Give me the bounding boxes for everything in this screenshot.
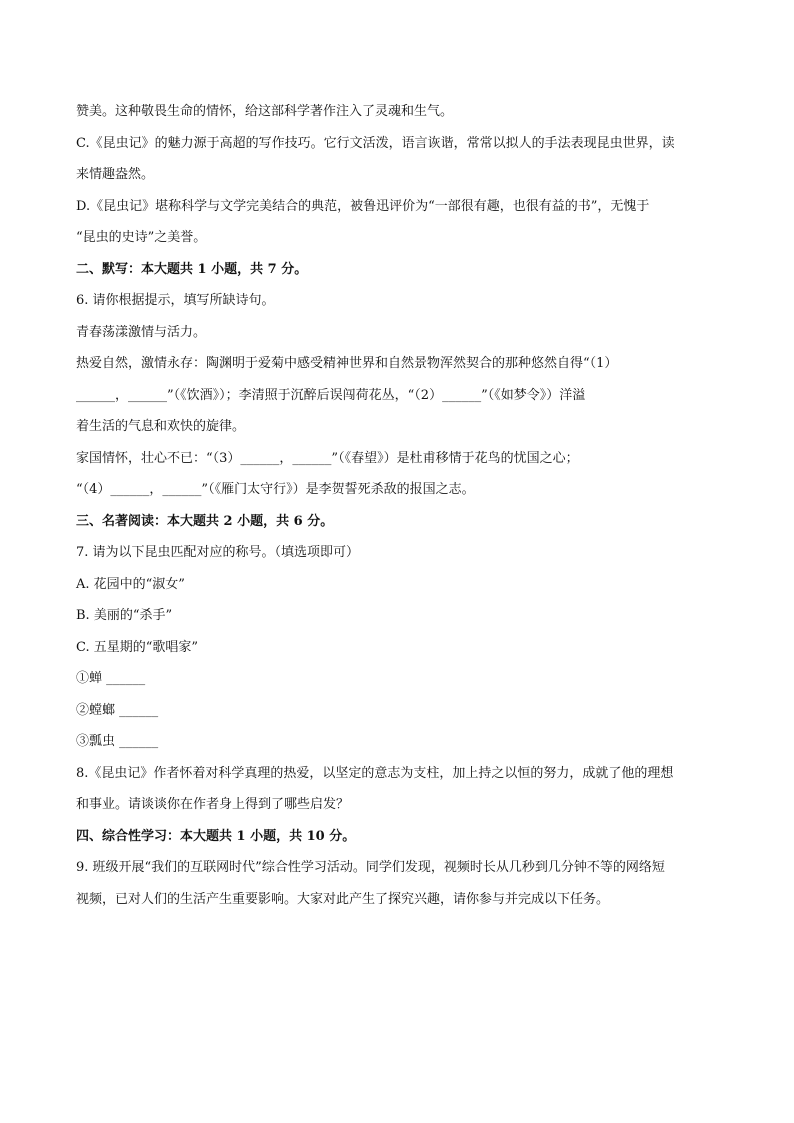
- text-line: “（4）______，______”（《雁门太守行》）是李贺誓死杀敌的报国之志。: [76, 482, 475, 497]
- text-line: 着生活的气息和欢快的旋律。: [76, 419, 246, 434]
- text-line: C.《昆虫记》的魅力源于高超的写作技巧。它行文活泼，语言诙谐，常常以拟人的手法表现昆虫世界，读: [76, 135, 675, 151]
- text-line: 青春荡漾激情与活力。: [76, 324, 207, 340]
- answer-blank-line: ③瓢虫 ______: [76, 734, 159, 749]
- question-text: 8.《昆虫记》作者怀着对科学真理的热爱，以坚定的意志为支柱，加上持之以恒的努力，成就了他的理想: [76, 765, 674, 781]
- text-line: 来情趣盎然。: [76, 167, 155, 182]
- text-line: 和事业。请谈谈你在作者身上得到了哪些启发？: [76, 797, 350, 812]
- text-line: 家国情怀，壮心不已：“（3）______，______”（《春望》）是杜甫移情于花鸟的忧国之心；: [76, 450, 579, 466]
- answer-blank-line: ②螳螂 ______: [76, 702, 159, 718]
- answer-blank-line: ①蝉 ______: [76, 671, 146, 686]
- text-line: 视频，已对人们的生活产生重要影响。大家对此产生了探究兴趣，请你参与并完成以下任务。: [76, 891, 610, 907]
- option-item: C. 五星期的“歌唱家”: [76, 639, 199, 655]
- option-item: B. 美丽的“杀手”: [76, 608, 173, 623]
- question-text: 7. 请为以下昆虫匹配对应的称号。（填选项即可）: [76, 545, 360, 560]
- section-heading: 二、默写：本大题共 1 小题，共 7 分。: [76, 261, 308, 277]
- question-text: 9. 班级开展“我们的互联网时代”综合性学习活动。同学们发现，视频时长从几秒到几分钟不等的网络短: [76, 860, 665, 875]
- section-heading: 四、综合性学习：本大题共 1 小题，共 10 分。: [76, 828, 356, 844]
- section-heading: 三、名著阅读：本大题共 2 小题，共 6 分。: [76, 513, 334, 529]
- text-line: D.《昆虫记》堪称科学与文学完美结合的典范，被鲁迅评价为“一部很有趣，也很有益的书”，无愧于: [76, 198, 650, 214]
- question-text: 6. 请你根据提示，填写所缺诗句。: [76, 293, 275, 308]
- text-line: “昆虫的史诗”之美誉。: [76, 230, 207, 245]
- text-line: 热爱自然，激情永存：陶渊明于爱菊中感受精神世界和自然景物浑然契合的那种悠然自得“（1）: [76, 356, 618, 371]
- document-body: [76, 96, 720, 915]
- text-line: ______，______”（《饮酒》）；李清照于沉醉后误闯荷花丛，“（2）______”（《如梦令》）洋溢: [76, 387, 586, 403]
- option-item: A. 花园中的“淑女”: [76, 576, 185, 592]
- text-line: 赞美。这种敬畏生命的情怀，给这部科学著作注入了灵魂和生气。: [76, 104, 454, 119]
